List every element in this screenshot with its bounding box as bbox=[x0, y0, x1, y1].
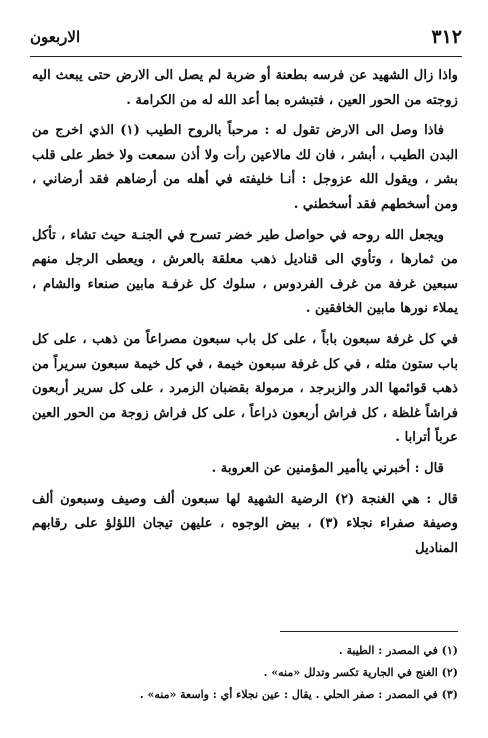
footnote: (٢) الغنج في الجارية تكسر وتدلل «منه» . bbox=[263, 666, 458, 679]
page-header bbox=[30, 22, 462, 57]
paragraph: قال : أخبرني ياأمير المؤمنين عن العروبة . bbox=[211, 460, 444, 476]
footnotes bbox=[32, 640, 458, 706]
footnote: (١) في المصدر : الطيبة . bbox=[338, 644, 458, 657]
paragraph: في كل غرفة سبعون باباً ، على كل باب سبعون مصراعاً من ذهب ، على كل باب ستون مثله ، في كل غرفة سبعون خيمة ، في كل خيمة سبعون سريراً من ذهب قوائمها الدر والزبرجد ، مرمولة بقضبان الزمرد ، على كل سرير أربعون فراشاً غلظة ، كل فراش أربعون ذراعاً ، على كل فراش زوجة من الحور العين عرباً أترابا . bbox=[32, 331, 458, 446]
footnote: (٣) في المصدر : صفر الحلي . يقال : عين نجلاء أي : واسعة «منه» . bbox=[139, 688, 458, 701]
footnote-separator bbox=[280, 631, 458, 632]
paragraph: فاذا وصل الى الارض تقول له : مرحباً بالروح الطيب (١) الذي اخرج من البدن الطيب ، أبشر ، فان لك مالاعين رأت ولا أذن سمعت ولا خطر على قلب بشر ، ويقول الله عزوجل : أنـا خليفته في أهله من أرضاهم فقد أرضاني ، ومن أسخطهم فقد أسخطني . bbox=[32, 123, 458, 212]
page-number: ٣١٢ bbox=[431, 26, 462, 48]
main-text bbox=[32, 64, 458, 567]
paragraph: ويجعل الله روحه في حواصل طير خضر تسرح في الجنـة حيث تشاء ، تأكل من ثمارها ، وتأوي الى قناديل ذهب معلقة بالعرش ، ويعطى الرجل منهم سبعين غرفة من غرف الفردوس ، سلوك كل غرفـة مابين صنعاء والشام ، يملاء نورها مابين الخافقين . bbox=[32, 227, 458, 317]
paragraph: واذا زال الشهيد عن فرسه بطعنة أو ضربة لم يصل الى الارض حتى يبعث اليه زوجته من الحور العين ، فتبشره بما أعد الله له من الكرامة . bbox=[32, 68, 458, 108]
paragraph: قال : هي الغنجة (٢) الرضية الشهية لها سبعون ألف وصيف وسبعون ألف وصيفة صفراء نجلاء (٣) ، بيض الوجوه ، عليهن تيجان اللؤلؤ على رقابهم المناديل bbox=[32, 491, 458, 556]
running-title: الاربعون bbox=[30, 28, 81, 46]
